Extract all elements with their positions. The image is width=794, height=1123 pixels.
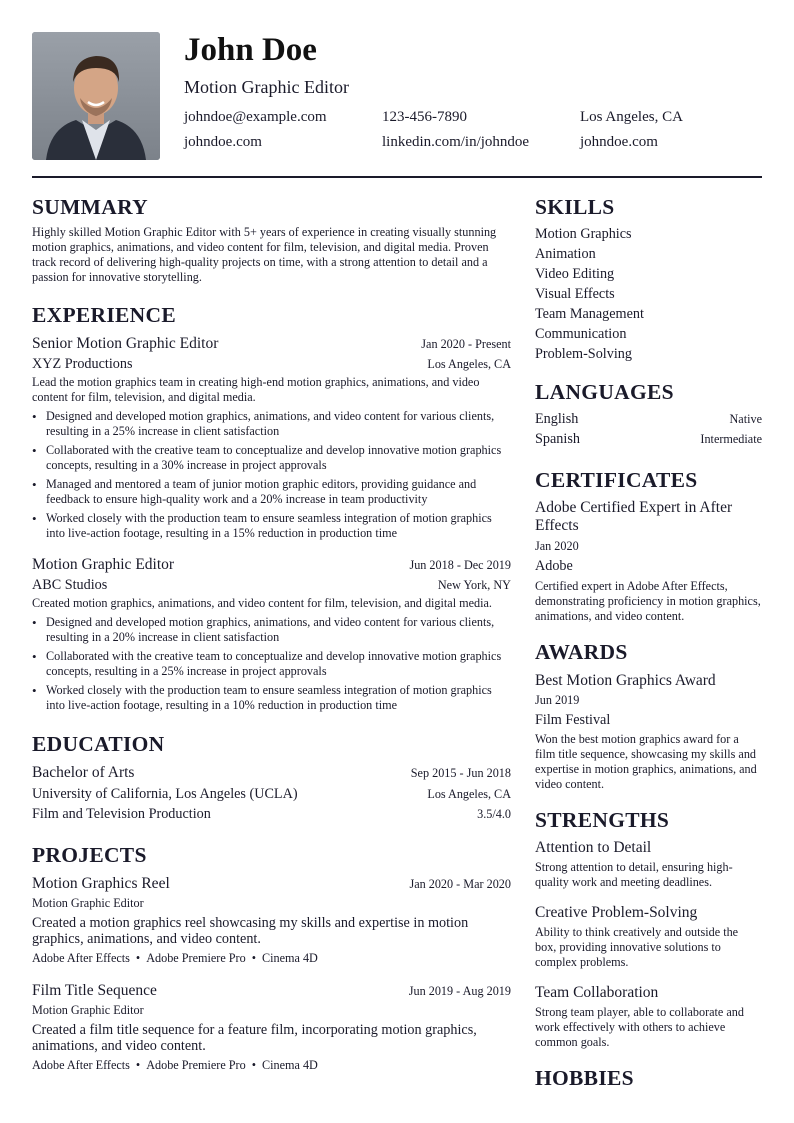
experience-section (32, 302, 511, 713)
skills-heading: SKILLS (535, 195, 615, 219)
skill-item: Team Management (535, 306, 644, 322)
contact-phone[interactable]: 123-456-7890 (382, 109, 467, 125)
education-dates: Sep 2015 - Jun 2018 (410, 766, 511, 780)
project-dates: Jan 2020 - Mar 2020 (409, 877, 511, 891)
skill-item: Video Editing (535, 266, 615, 282)
right-column (535, 194, 762, 1091)
skills-section (535, 194, 762, 364)
job-summary: Lead the motion graphics team in creating high-end motion graphics, animations, and video content for film, television, and digital media. (32, 375, 480, 404)
strength-item (535, 838, 762, 890)
strength-title: Creative Problem-Solving (535, 904, 698, 921)
skills-list (535, 224, 762, 364)
strength-description: Strong attention to detail, ensuring high-quality work and meeting deadlines. (535, 860, 733, 889)
certificate-description: Certified expert in Adobe After Effects, demonstrating proficiency in motion graphics, animations, and video content. (535, 579, 761, 623)
project-role: Motion Graphic Editor (32, 1003, 144, 1017)
contact-linkedin[interactable]: linkedin.com/in/johndoe (382, 134, 530, 150)
job-dates: Jan 2020 - Present (421, 337, 511, 351)
project-tag: Cinema 4D (262, 951, 318, 965)
hobbies-heading: HOBBIES (535, 1066, 634, 1090)
resume-header (32, 32, 762, 160)
project-role: Motion Graphic Editor (32, 896, 144, 910)
skill-item: Motion Graphics (535, 226, 632, 242)
job-bullet: • Worked closely with the production team to ensure seamless integration of motion graphics into live-action footage, resulting in a 10% reduction in production time (32, 683, 511, 713)
strength-description: Strong team player, able to collaborate and work effectively with others to achieve common goals. (535, 1005, 744, 1049)
job-bullets (32, 409, 511, 541)
job-bullets (32, 615, 511, 713)
job-role: Senior Motion Graphic Editor (32, 335, 219, 352)
project-dates: Jun 2019 - Aug 2019 (408, 984, 511, 998)
certificate-title: Adobe Certified Expert in After Effects (535, 499, 733, 534)
languages-list (535, 409, 762, 449)
skill-item: Animation (535, 246, 596, 262)
strength-item (535, 983, 762, 1050)
education-heading: EDUCATION (32, 732, 165, 756)
project-tag: Adobe After Effects (32, 951, 130, 965)
header-divider (32, 176, 762, 178)
gpa: 3.5/4.0 (477, 807, 511, 821)
language-name: Spanish (535, 431, 580, 447)
job-location: New York, NY (437, 578, 511, 592)
award-title: Best Motion Graphics Award (535, 672, 716, 689)
contact-location: Los Angeles, CA (580, 109, 683, 125)
project-entry (32, 981, 511, 1073)
job-dates: Jun 2018 - Dec 2019 (409, 558, 511, 572)
project-title: Film Title Sequence (32, 982, 157, 999)
strengths-heading: STRENGTHS (535, 808, 670, 832)
awards-section (535, 639, 762, 792)
job-bullet: • Managed and mentored a team of junior motion graphic editors, providing guidance and feedback to ensure high-quality work and a 20% increase in team productivity (32, 477, 511, 507)
job-bullet: • Collaborated with the creative team to conceptualize and develop innovative motion graphics concepts, resulting in a 25% increase in project approvals (32, 649, 511, 679)
strength-title: Team Collaboration (535, 984, 659, 1001)
certificates-heading: CERTIFICATES (535, 468, 698, 492)
project-description: Created a motion graphics reel showcasing my skills and expertise in motion graphics, animations, and video content. (32, 915, 469, 947)
job-location: Los Angeles, CA (427, 357, 511, 371)
full-name: John Doe (184, 32, 317, 68)
project-tags: Adobe After Effects • Adobe Premiere Pro • Cinema 4D (32, 951, 318, 965)
award-description: Won the best motion graphics award for a film title sequence, showcasing my skills and expertise in motion graphics, animations, and video content. (535, 732, 757, 791)
contact-info (184, 108, 774, 152)
contact-email[interactable]: johndoe@example.com (184, 109, 327, 125)
skill-item: Communication (535, 326, 627, 342)
project-entry (32, 874, 511, 966)
summary-text: Highly skilled Motion Graphic Editor with 5+ years of experience in creating visually stunning motion graphics, animations, and video content for film, television, and digital media. Proven track record of delivering high-quality projects on time, with a strong attention to detail and a passion for innovative storytelling. (32, 225, 497, 284)
language-name: English (535, 411, 579, 427)
award-date: Jun 2019 (535, 693, 580, 707)
job-bullet: • Designed and developed motion graphics, animations, and video content for various clients, resulting in a 20% increase in client satisfaction (32, 615, 511, 645)
experience-heading: EXPERIENCE (32, 303, 176, 327)
job-bullet: • Designed and developed motion graphics, animations, and video content for various clients, resulting in a 25% increase in client satisfaction (32, 409, 511, 439)
summary-section (32, 194, 511, 285)
project-tag: Adobe Premiere Pro (146, 951, 246, 965)
project-tag: Adobe After Effects (32, 1058, 130, 1072)
company-name: XYZ Productions (32, 356, 133, 372)
school-location: Los Angeles, CA (427, 787, 511, 801)
languages-section (535, 379, 762, 449)
certificates-section (535, 467, 762, 624)
project-tags: Adobe After Effects • Adobe Premiere Pro • Cinema 4D (32, 1058, 318, 1072)
projects-heading: PROJECTS (32, 843, 147, 867)
certificate-issuer: Adobe (535, 558, 573, 574)
education-section (32, 731, 511, 824)
degree: Bachelor of Arts (32, 764, 135, 781)
project-title: Motion Graphics Reel (32, 875, 170, 892)
project-tag: Adobe Premiere Pro (146, 1058, 246, 1072)
strengths-section (535, 807, 762, 1050)
profile-photo (32, 32, 160, 160)
certificate-date: Jan 2020 (535, 539, 579, 553)
experience-entry (32, 334, 511, 541)
skill-item: Visual Effects (535, 286, 615, 302)
award-issuer: Film Festival (535, 712, 611, 728)
project-tag: Cinema 4D (262, 1058, 318, 1072)
project-description: Created a film title sequence for a feature film, incorporating motion graphics, animations, and video content. (32, 1022, 477, 1054)
contact-website-2[interactable]: johndoe.com (580, 134, 658, 150)
contact-website[interactable]: johndoe.com (184, 134, 262, 150)
language-level: Intermediate (700, 432, 762, 446)
strength-item (535, 903, 762, 970)
field-of-study: Film and Television Production (32, 806, 211, 822)
projects-section (32, 842, 511, 1073)
company-name: ABC Studios (32, 577, 108, 593)
skill-item: Problem-Solving (535, 346, 632, 362)
job-title: Motion Graphic Editor (184, 77, 349, 97)
school-name: University of California, Los Angeles (UCLA) (32, 786, 298, 802)
hobbies-section (535, 1065, 762, 1091)
awards-heading: AWARDS (535, 640, 628, 664)
experience-entry (32, 555, 511, 713)
strength-title: Attention to Detail (535, 839, 652, 856)
left-column (32, 194, 511, 1073)
language-level: Native (729, 412, 762, 426)
job-role: Motion Graphic Editor (32, 556, 175, 573)
job-summary: Created motion graphics, animations, and video content for film, television, and digital media. (32, 596, 492, 610)
job-bullet: • Worked closely with the production team to ensure seamless integration of motion graphics into live-action footage, resulting in a 15% reduction in production time (32, 511, 511, 541)
job-bullet: • Collaborated with the creative team to conceptualize and develop innovative motion graphics concepts, resulting in a 30% increase in project approvals (32, 443, 511, 473)
strength-description: Ability to think creatively and outside the box, providing innovative solutions to complex problems. (535, 925, 739, 969)
languages-heading: LANGUAGES (535, 380, 674, 404)
summary-heading: SUMMARY (32, 195, 148, 219)
